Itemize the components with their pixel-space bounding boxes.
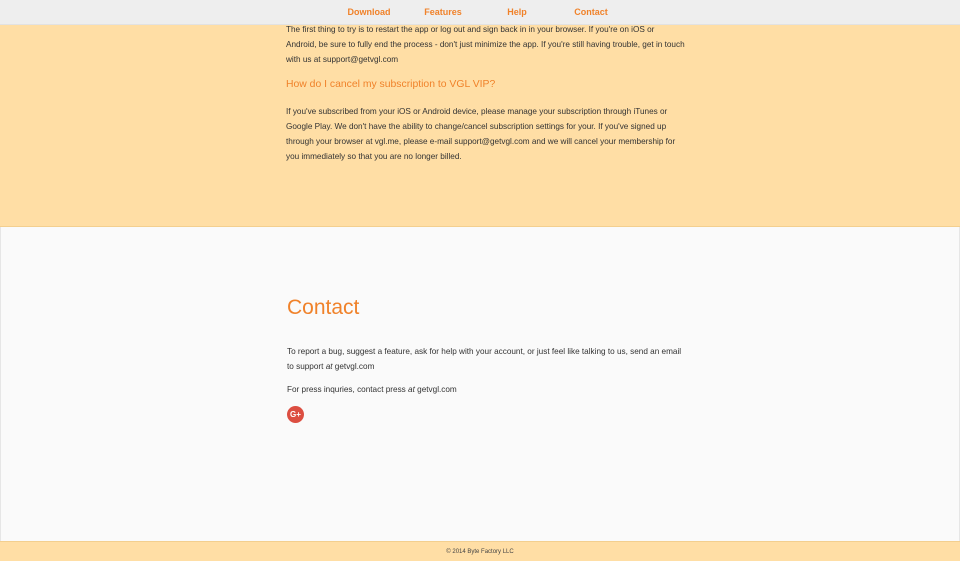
nav-download-link[interactable]: Download	[347, 7, 391, 17]
contact-press-domain: getvgl.com	[414, 385, 457, 394]
faq-answer-restart: The first thing to try is to restart the app or log out and sign back in in your browser. If you're on iOS or Android, be sure to fully end the process - don't just minimize the app. If you're still having trouble, get in touch with us at support@getvgl.com	[286, 25, 685, 64]
top-nav	[0, 0, 960, 25]
google-plus-glyph: G+	[290, 410, 301, 419]
contact-title: Contact	[287, 296, 360, 319]
contact-support-at: at	[325, 362, 333, 371]
nav-features-link[interactable]: Features	[424, 7, 462, 17]
google-plus-icon[interactable]	[287, 406, 304, 423]
contact-support-domain: getvgl.com	[332, 362, 375, 371]
contact-press-at: at	[408, 385, 415, 394]
contact-press-lead: For press inquries, contact press	[287, 385, 409, 394]
contact-section	[0, 227, 960, 541]
contact-support-text	[287, 344, 687, 374]
contact-support-lead: To report a bug, suggest a feature, ask for help with your account, or just feel like talking to us, send an email to support	[287, 347, 682, 371]
nav-help-link[interactable]: Help	[507, 7, 527, 17]
faq-answer-cancel: If you've subscribed from your iOS or Android device, please manage your subscription through iTunes or Google Play. We don't have the ability to change/cancel subscription settings for your. If you've signed up through your browser at vgl.me, please e-mail support@getvgl.com and we will cancel your membership for you immediately so that you are no longer billed.	[286, 107, 676, 161]
nav-contact-link[interactable]: Contact	[574, 7, 608, 17]
footer-copyright: © 2014 Byte Factory LLC	[446, 548, 514, 555]
faq-section	[0, 0, 960, 227]
faq-question-cancel: How do I cancel my subscription to VGL VIP?	[286, 79, 496, 90]
footer	[0, 541, 960, 561]
contact-press-text	[287, 382, 687, 397]
